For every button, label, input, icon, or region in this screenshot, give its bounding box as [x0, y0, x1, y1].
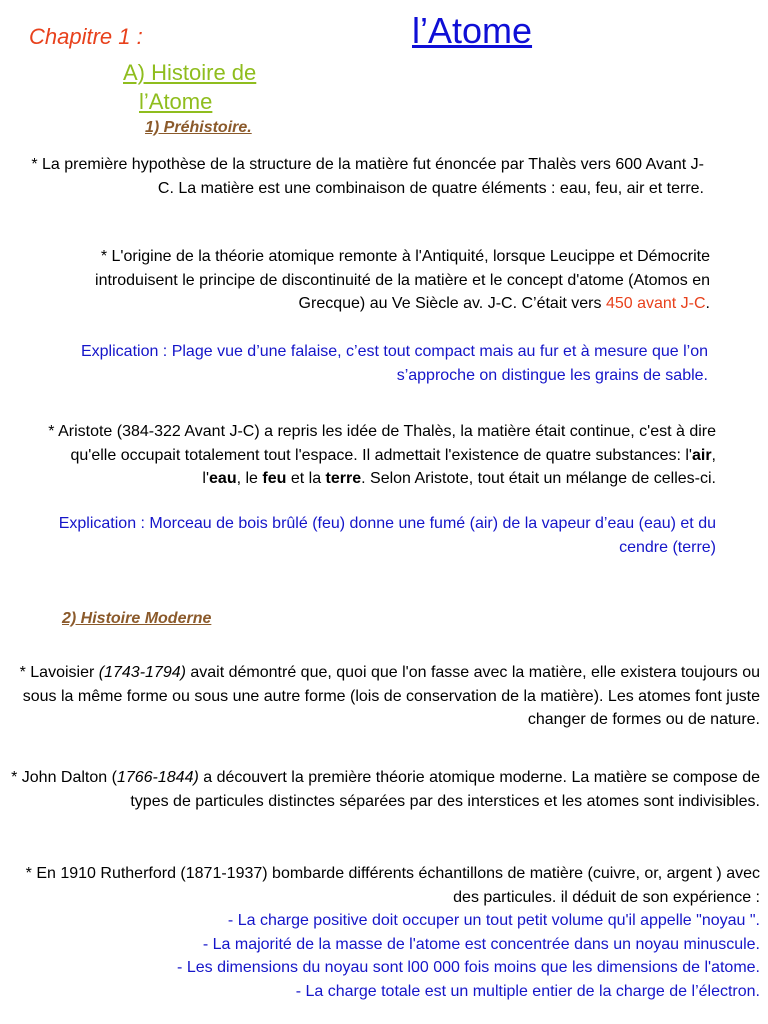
paragraph-lavoisier [10, 661, 760, 732]
rutherford-point-4: - La charge totale est un multiple entier de la charge de l’électron. [295, 982, 760, 1000]
paragraph-dalton [10, 766, 760, 813]
text: a découvert la première théorie atomique moderne. La matière se compose de types de particules distinctes séparées par des interstices et les atomes sont indivisibles. [130, 769, 760, 810]
chapter-label: Chapitre 1 : [29, 24, 143, 49]
rutherford-point-1: - La charge positive doit occuper un tout petit volume qu'il appelle "noyau ". [227, 912, 760, 929]
rutherford-point-2: - La majorité de la masse de l'atome est concentrée dans un noyau minuscule. [202, 935, 760, 953]
word-feu: feu [262, 470, 287, 487]
text: . Selon Aristote, tout était un mélange de celles-ci. [361, 470, 716, 487]
word-air: air [691, 446, 712, 464]
section-heading-line2: l’Atome [139, 89, 213, 114]
subheading-prehistory: 1) Préhistoire. [145, 119, 252, 136]
word-terre: terre [325, 470, 362, 487]
text: , le [236, 470, 263, 487]
paragraph-aristote [30, 420, 716, 491]
text: * Aristote (384-322 Avant J-C) a repris les idée de Thalès, la matière était continue, c'est à dire qu'elle occupait totalement tout l'espace. Il admettait l'existence de quatre substances: l' [48, 423, 716, 464]
word-eau: eau [209, 470, 237, 487]
explanation-beach: Explication : Plage vue d’une falaise, c’est tout compact mais au fur et à mesure que l’on s’approche on distingue les grains de sable. [80, 343, 708, 384]
text: et la [286, 470, 326, 487]
date-highlight: 450 avant J-C [605, 295, 706, 312]
text: * Lavoisier [19, 664, 99, 681]
paragraph-leucippe [30, 245, 710, 316]
rutherford-point-3: - Les dimensions du noyau sont l00 000 fois moins que les dimensions de l'atome. [177, 959, 760, 976]
paragraph-text: * L'origine de la théorie atomique remonte à l'Antiquité, lorsque Leucippe et Démocrite introduisent le principe de discontinuité de la matière et le concept d'atome (Atomos en Grecque) au Ve Siècle av. J-C. C’était vers [95, 248, 710, 312]
section-heading [123, 58, 323, 116]
section-heading-line1: A) Histoire de [123, 60, 257, 85]
page-title: l’Atome [412, 10, 533, 51]
dates: 1766-1844) [116, 769, 199, 786]
paragraph-end: . [705, 295, 710, 312]
text: , l' [202, 446, 716, 487]
rutherford-intro: * En 1910 Rutherford (1871-1937) bombarde différents échantillons de matière (cuivre, or, argent ) avec des particules. il déduit de son expérience : [25, 865, 760, 906]
dates: (1743-1794) [98, 664, 186, 681]
subheading-modern: 2) Histoire Moderne [62, 610, 212, 627]
paragraph-rutherford [10, 862, 760, 1003]
paragraph-thales: * La première hypothèse de la structure de la matière fut énoncée par Thalès vers 600 Avant J-C. La matière est une combinaison de quatre éléments : eau, feu, air et terre. [31, 156, 704, 197]
text: * John Dalton ( [11, 769, 117, 786]
text: avait démontré que, quoi que l'on fasse avec la matière, elle existera toujours ou sous la même forme ou sous une autre forme (lois de conservation de la matière). Les atomes font juste changer de formes ou de nature. [22, 664, 760, 728]
explanation-wood: Explication : Morceau de bois brûlé (feu) donne une fumé (air) de la vapeur d’eau (eau) et du cendre (terre) [58, 515, 716, 556]
